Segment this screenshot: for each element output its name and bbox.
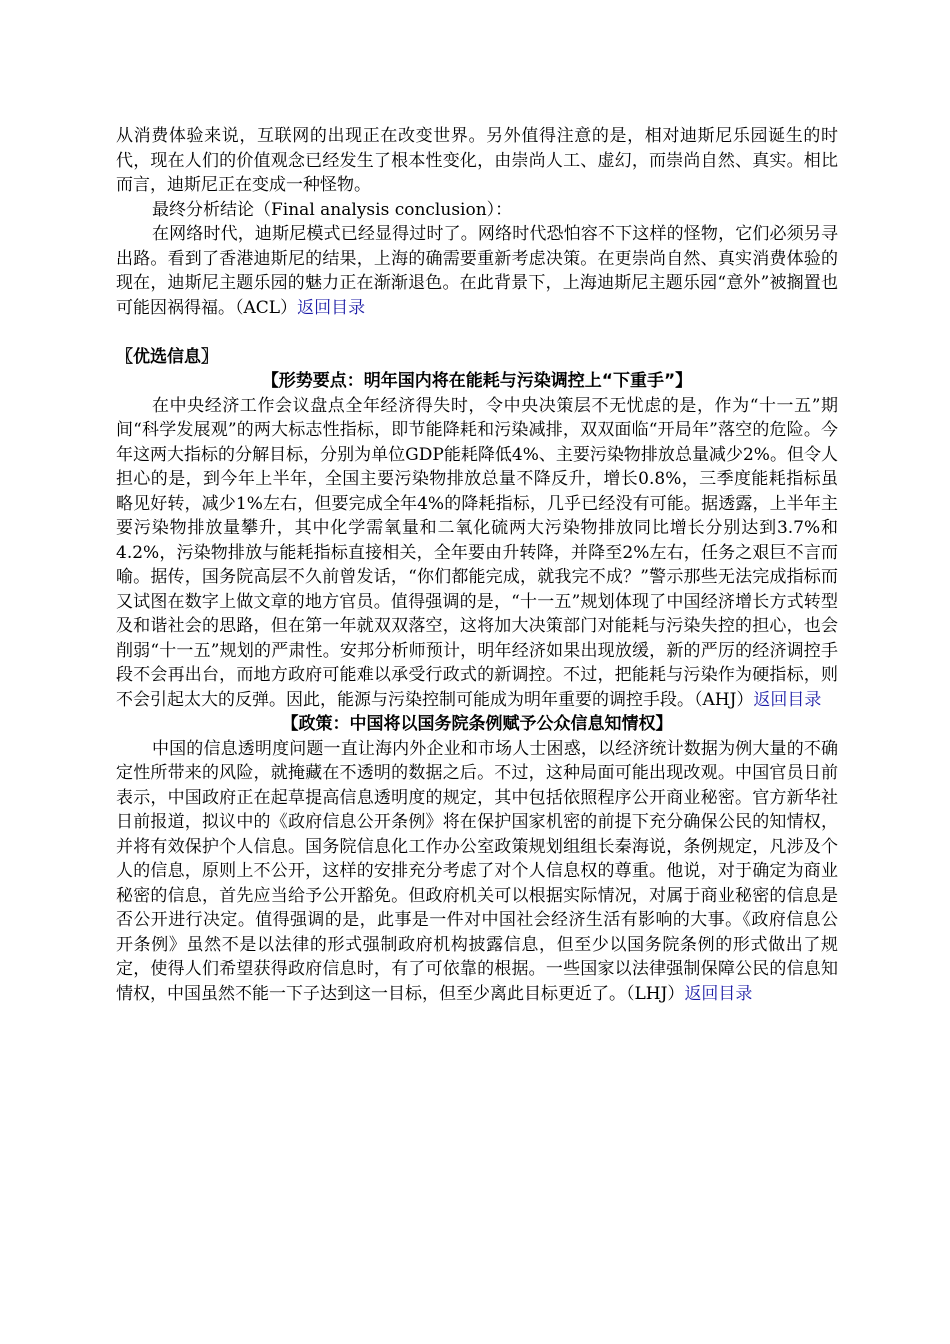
intro-paragraph xyxy=(116,124,838,198)
article-body-text: 中国的信息透明度问题一直让海内外企业和市场人士困惑，以经济统计数据为例大量的不确定性所带来的风险，就掩藏在不透明的数据之后。不过，这种局面可能出现改观。中国官员日前表示，中国政府正在起草提高信息透明度的规定，其中包括依照程序公开商业秘密。官方新华社日前报道，拟议中的《政府信息公开条例》将在保护国家机密的前提下充分确保公民的知情权，并将有效保护个人信息。国务院信息化工作办公室政策规划组组长秦海说，条例规定，凡涉及个人的信息，原则上不公开，这样的安排充分考虑了对个人信息权的尊重。他说，对于确定为商业秘密的信息，首先应当给予公开豁免。但政府机关可以根据实际情况，对属于商业秘密的信息是否公开进行决定。值得强调的是，此事是一件对中国社会经济生活有影响的大事。《政府信息公开条例》虽然不是以法律的形式强制政府机构披露信息，但至少以国务院条例的形式做出了规定，使得人们希望获得政府信息时，有了可依靠的根据。一些国家以法律强制保障公民的信息知情权，中国虽然不能一下子达到这一目标，但至少离此目标更近了。（LHJ） xyxy=(116,738,838,1004)
article-body-text: 在中央经济工作会议盘点全年经济得失时，令中央决策层不无忧虑的是，作为“十一五”期间“科学发展观”的两大标志性指标，即节能降耗和污染减排，双双面临“开局年”落空的危险。今年这两大指标的分解目标，分别为单位GDP能耗降低4%、主要污染物排放总量减少2%。但令人担心的是，到今年上半年，全国主要污染物排放总量不降反升，增长0.8%，三季度能耗指标虽略见好转，减少1%左右，但要完成全年4%的降耗指标，几乎已经没有可能。据透露，上半年主要污染物排放量攀升，其中化学需氧量和二氧化硫两大污染物排放同比增长分别达到3.7%和4.2%，污染物排放与能耗指标直接相关，全年要由升转降，并降至2%左右，任务之艰巨不言而喻。据传，国务院高层不久前曾发话，“你们都能完成，就我完不成？”警示那些无法完成指标而又试图在数字上做文章的地方官员。值得强调的是，“十一五”规划体现了中国经济增长方式转型及和谐社会的思路，但在第一年就双双落空，这将加大决策部门对能耗与污染失控的担心，也会削弱“十一五”规划的严肃性。安邦分析师预计，明年经济如果出现放缓，新的严厉的经济调控手段不会再出台，而地方政府可能难以承受行政式的新调控。不过，把能耗与污染作为硬指标，则不会引起太大的反弹。因此，能源与污染控制可能成为明年重要的调控手段。（AHJ） xyxy=(116,395,838,710)
document-page xyxy=(116,124,838,1006)
section-label: 〖优选信息〗 xyxy=(116,346,218,367)
article-body xyxy=(116,737,838,1007)
article-body xyxy=(116,394,838,713)
article-title: 【政策：中国将以国务院条例赋予公众信息知情权】 xyxy=(281,714,673,734)
article-title: 【形势要点：明年国内将在能耗与污染调控上“下重手”】 xyxy=(261,371,693,391)
back-to-contents-link[interactable]: 返回目录 xyxy=(297,297,366,318)
back-to-contents-link[interactable]: 返回目录 xyxy=(753,689,822,710)
conclusion-label-text: 最终分析结论（Final analysis conclusion）： xyxy=(152,199,513,220)
conclusion-paragraph-text: 在网络时代，迪斯尼模式已经显得过时了。网络时代恐怕容不下这样的怪物，它们必须另寻出路。看到了香港迪斯尼的结果，上海的确需要重新考虑决策。在更崇尚自然、真实消费体验的现在，迪斯尼主题乐园的魅力正在渐渐退色。在此背景下，上海迪斯尼主题乐园“意外”被搁置也可能因祸得福。（ACL） xyxy=(116,224,838,318)
conclusion-paragraph xyxy=(116,222,838,320)
back-to-contents-link[interactable]: 返回目录 xyxy=(684,983,753,1004)
conclusion-label xyxy=(116,198,838,223)
intro-paragraph-text: 从消费体验来说，互联网的出现正在改变世界。另外值得注意的是，相对迪斯尼乐园诞生的时代，现在人们的价值观念已经发生了根本性变化，由崇尚人工、虚幻，而崇尚自然、真实。相比而言，迪斯尼正在变成一种怪物。 xyxy=(116,126,838,195)
